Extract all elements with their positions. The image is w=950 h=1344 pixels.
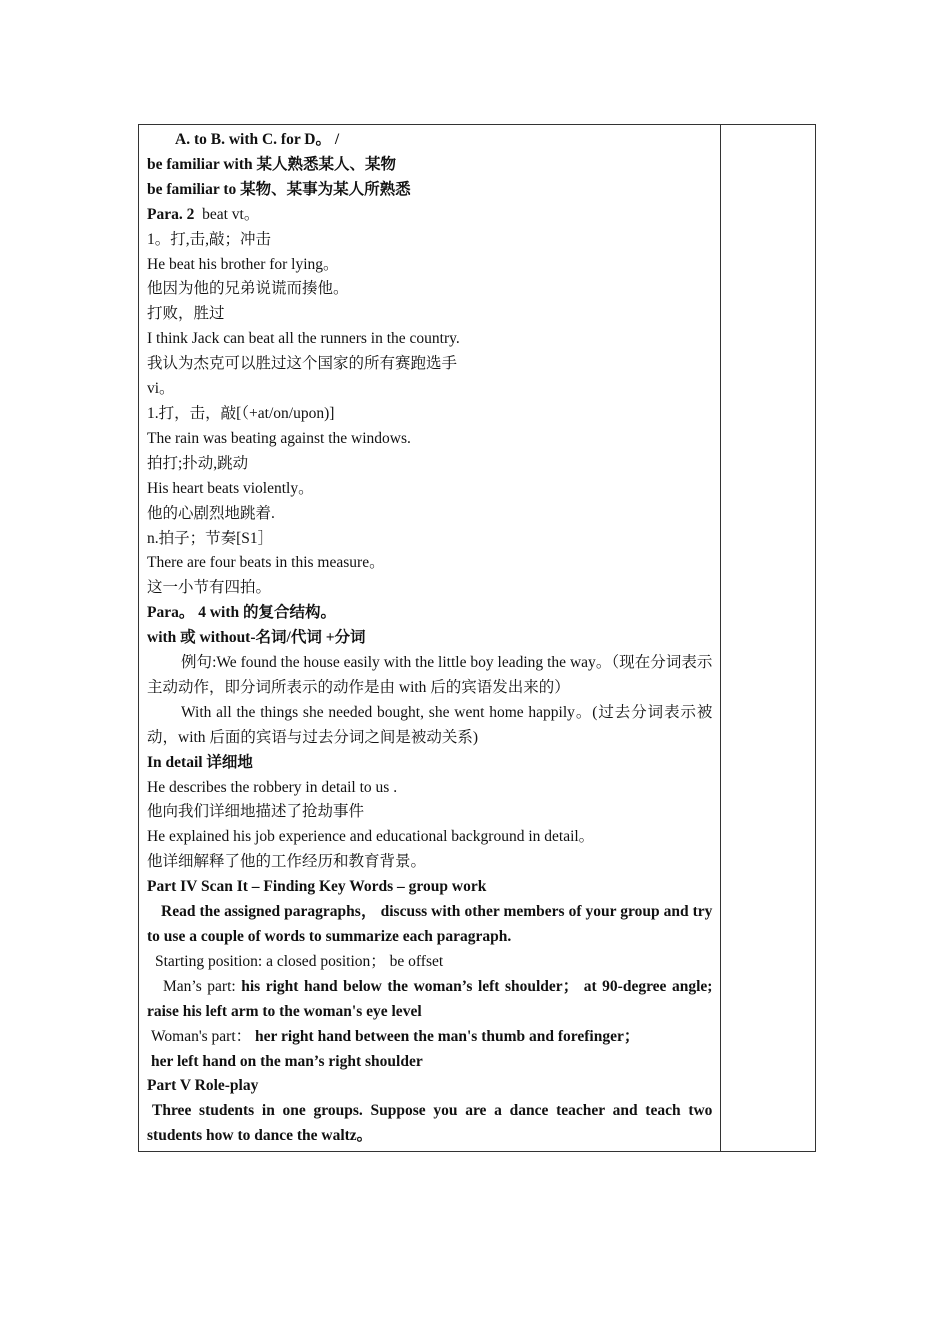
beat-vt: beat vt。 [202,205,260,223]
part4-heading: Part IV Scan It – Finding Key Words – group work [147,878,487,896]
phrase-familiar-to: be familiar to 某物、某事为某人所熟悉 [147,180,411,198]
text-line: vi。 [147,380,175,398]
text-line: 我认为杰克可以胜过这个国家的所有赛跑选手 [147,355,458,373]
starting-position: Starting position: a closed position； be offset [155,952,444,970]
womans-part-text: her right hand between the man's thumb and forefinger； [255,1027,640,1045]
text-line: 拍打;扑动,跳动 [147,454,249,472]
text-line: 他因为他的兄弟说谎而揍他。 [147,280,349,298]
text-line: 这一小节有四拍。 [147,579,272,597]
text-line: His heart beats violently。 [147,479,314,497]
text-line: 他详细解释了他的工作经历和教育背景。 [147,853,427,871]
text-line: He beat his brother for lying。 [147,255,339,273]
mans-part-label: Man’s part: [163,977,236,995]
phrase-familiar-with: be familiar with 某人熟悉某人、某物 [147,155,396,173]
table-row [139,125,816,1152]
text-line: 他向我们详细地描述了抢劫事件 [147,803,365,821]
in-detail-heading: In detail 详细地 [147,753,253,771]
para2-label: Para. 2 [147,205,195,223]
mans-part [147,975,712,1025]
part5-heading: Part V Role-play [147,1077,259,1095]
part4-instruction: Read the assigned paragraphs， discuss with other members of your group and try to use a couple of words to summarize each paragraph. [147,903,713,945]
text-line: He explained his job experience and educational background in detail。 [147,828,595,846]
text-line: I think Jack can beat all the runners in the country. [147,330,460,348]
with-structure-heading: with 或 without-名词/代词 +分词 [147,629,366,647]
answer-options: A. to B. with C. for D。 / [175,131,340,148]
text-line: There are four beats in this measure。 [147,554,385,572]
text-line: 打败，胜过 [147,305,225,323]
example-sentence-2: With all the things she needed bought, she went home happily。(过去分词表示被动，with 后面的宾语与过去分词之间是被动关系) [147,703,713,746]
womans-part [147,1025,712,1050]
para4-heading: Para。 4 with 的复合结构。 [147,604,337,622]
womans-left-hand: her left hand on the man’s right shoulder [151,1052,423,1070]
womans-part-label: Woman's part： [151,1027,252,1045]
text-line: 1.打，击，敲[（+at/on/upon)] [147,404,335,422]
mans-part-text: his right hand below the woman’s left shoulder； at 90-degree angle; raise his left arm to the woman's eye level [147,977,713,1020]
text-line: 他的心剧烈地跳着. [147,504,275,522]
text-line: He describes the robbery in detail to us . [147,778,398,796]
content-cell [139,125,721,1152]
para2-heading [147,203,712,228]
example-sentence-1: 例句:We found the house easily with the little boy leading the way。（现在分词表示主动动作，即分词所表示的动作是由 with 后的宾语发出来的） [147,654,713,696]
text-line: The rain was beating against the windows. [147,429,411,447]
lesson-table [138,124,816,1152]
text-line: n.拍子；节奏[S1］ [147,529,274,547]
part5-instruction: Three students in one groups. Suppose you are a dance teacher and teach two students how to dance the waltz。 [147,1102,713,1145]
text-line: 1。打,击,敲；冲击 [147,230,272,248]
notes-cell [721,125,816,1152]
